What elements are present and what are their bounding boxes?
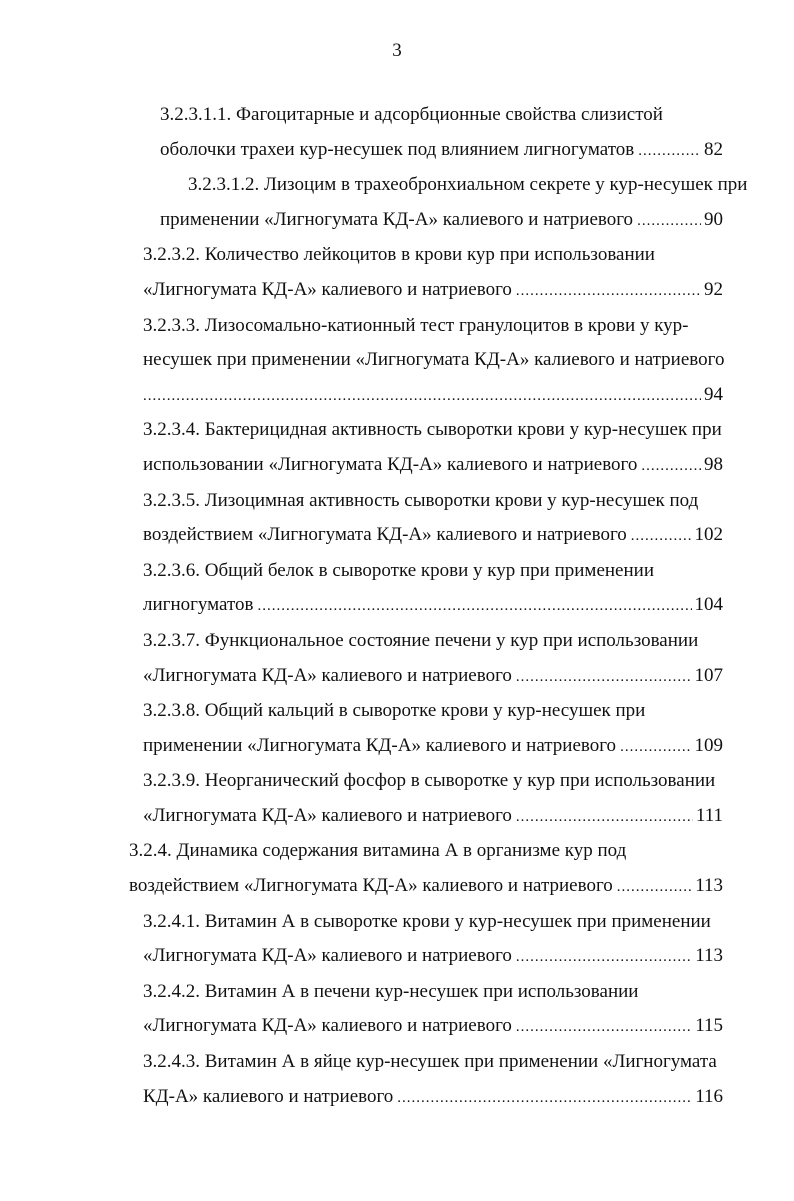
dot-leader <box>516 274 701 309</box>
toc-page-number: 115 <box>695 1015 723 1037</box>
toc-page-number: 113 <box>695 945 723 967</box>
toc-entry-title: 3.2.3.5. Лизоцимная активность сыворотки крови у кур-несушек под <box>143 489 699 511</box>
toc-page-number: 107 <box>694 664 723 686</box>
toc-entry[interactable] <box>143 624 723 694</box>
toc-entry[interactable] <box>143 764 723 834</box>
dot-leader <box>631 519 692 554</box>
toc-entry[interactable] <box>143 905 723 975</box>
toc-entry-title: 3.2.3.1.1. Фагоцитарные и адсорбционные свойства слизистой <box>160 104 663 125</box>
toc-entry-title: 3.2.3.7. Функциональное состояние печени у кур при использовании <box>143 629 699 651</box>
toc-page-number: 102 <box>694 524 723 546</box>
dot-leader <box>641 449 701 484</box>
toc-entry[interactable] <box>143 484 723 554</box>
dot-leader <box>516 1010 692 1045</box>
toc-entry-title: 3.2.3.4. Бактерицидная активность сыворотки крови у кур-несушек при <box>143 419 722 441</box>
toc-entry-title-cont: «Лигногумата КД-А» калиевого и натриевого <box>143 804 512 826</box>
toc-page-number: 82 <box>704 138 723 160</box>
dot-leader <box>617 870 692 905</box>
toc-entry[interactable] <box>143 413 723 483</box>
toc-entry[interactable] <box>129 834 723 904</box>
toc-page-number: 104 <box>694 594 723 616</box>
toc-entry-title-cont: использовании «Лигногумата КД-А» калиевого и натриевого <box>143 453 638 475</box>
toc-page-number: 116 <box>695 1085 723 1107</box>
toc-entry-title-cont: воздействием «Лигногумата КД-А» калиевого и натриевого <box>143 524 627 546</box>
dot-leader <box>637 204 701 239</box>
dot-leader <box>258 589 692 624</box>
toc-entry-title-cont: оболочки трахеи кур-несушек под влиянием лигногуматов <box>160 138 635 160</box>
toc-page-number: 98 <box>704 453 723 475</box>
toc-page-number: 94 <box>704 383 723 405</box>
toc-entry-title: 3.2.3.6. Общий белок в сыворотке крови у кур при применении <box>143 559 654 581</box>
toc-page-number: 111 <box>695 804 723 826</box>
toc-entry-title: 3.2.4.2. Витамин А в печени кур-несушек при использовании <box>143 980 639 1002</box>
toc-entry-title-cont: «Лигногумата КД-А» калиевого и натриевого <box>143 945 512 967</box>
toc-entry-title-cont: «Лигногумата КД-А» калиевого и натриевого <box>143 278 512 300</box>
toc-entry-title-cont: применении «Лигногумата КД-А» калиевого и натриевого <box>160 208 634 230</box>
toc-entry[interactable] <box>143 1045 723 1115</box>
toc-entry-title-cont: КД-А» калиевого и натриевого <box>143 1085 394 1107</box>
table-of-contents <box>0 98 794 1115</box>
toc-entry-title: 3.2.4. Динамика содержания витамина А в организме кур под <box>129 840 627 862</box>
toc-entry-title: 3.2.4.1. Витамин А в сыворотке крови у кур-несушек при применении <box>143 910 711 932</box>
toc-entry[interactable] <box>143 309 723 414</box>
toc-entry-title-cont: «Лигногумата КД-А» калиевого и натриевого <box>143 1015 512 1037</box>
toc-entry-title: 3.2.3.9. Неорганический фосфор в сыворотке у кур при использовании <box>143 770 716 792</box>
toc-entry-title-cont: «Лигногумата КД-А» калиевого и натриевого <box>143 664 512 686</box>
toc-page-number: 92 <box>704 278 723 300</box>
toc-entry[interactable] <box>143 975 723 1045</box>
dot-leader <box>516 800 693 835</box>
toc-page-number: 90 <box>704 208 723 230</box>
dot-leader <box>397 1081 692 1116</box>
dot-leader <box>143 379 701 414</box>
dot-leader <box>516 660 692 695</box>
toc-entry-title: 3.2.3.2. Количество лейкоцитов в крови кур при использовании <box>143 244 655 266</box>
dot-leader <box>620 730 691 765</box>
toc-entry-title-cont: несушек при применении «Лигногумата КД-А» калиевого и натриевого <box>143 349 725 371</box>
toc-entry-title: 3.2.3.8. Общий кальций в сыворотке крови у кур-несушек при <box>143 700 646 722</box>
toc-entry-title: 3.2.3.3. Лизосомально-катионный тест гранулоцитов в крови у кур- <box>143 314 689 336</box>
toc-page-number: 109 <box>694 734 723 756</box>
dot-leader <box>516 940 692 975</box>
toc-entry[interactable] <box>160 168 748 238</box>
dot-leader <box>638 134 701 169</box>
toc-entry[interactable] <box>143 694 723 764</box>
toc-entry[interactable] <box>143 238 723 308</box>
toc-entry-title: 3.2.4.3. Витамин А в яйце кур-несушек при применении «Лигногумата <box>143 1051 717 1073</box>
toc-entry-title-cont: воздействием «Лигногумата КД-А» калиевого и натриевого <box>129 875 613 897</box>
toc-entry-title-cont: применении «Лигногумата КД-А» калиевого и натриевого <box>143 734 617 756</box>
toc-entry-title-cont: лигногуматов <box>143 594 254 616</box>
page-number: 3 <box>392 40 402 61</box>
toc-entry[interactable] <box>143 554 723 624</box>
toc-entry-title: 3.2.3.1.2. Лизоцим в трахеобронхиальном секрете у кур-несушек при <box>188 174 748 196</box>
toc-page-number: 113 <box>695 875 723 897</box>
toc-entry[interactable] <box>160 98 723 168</box>
